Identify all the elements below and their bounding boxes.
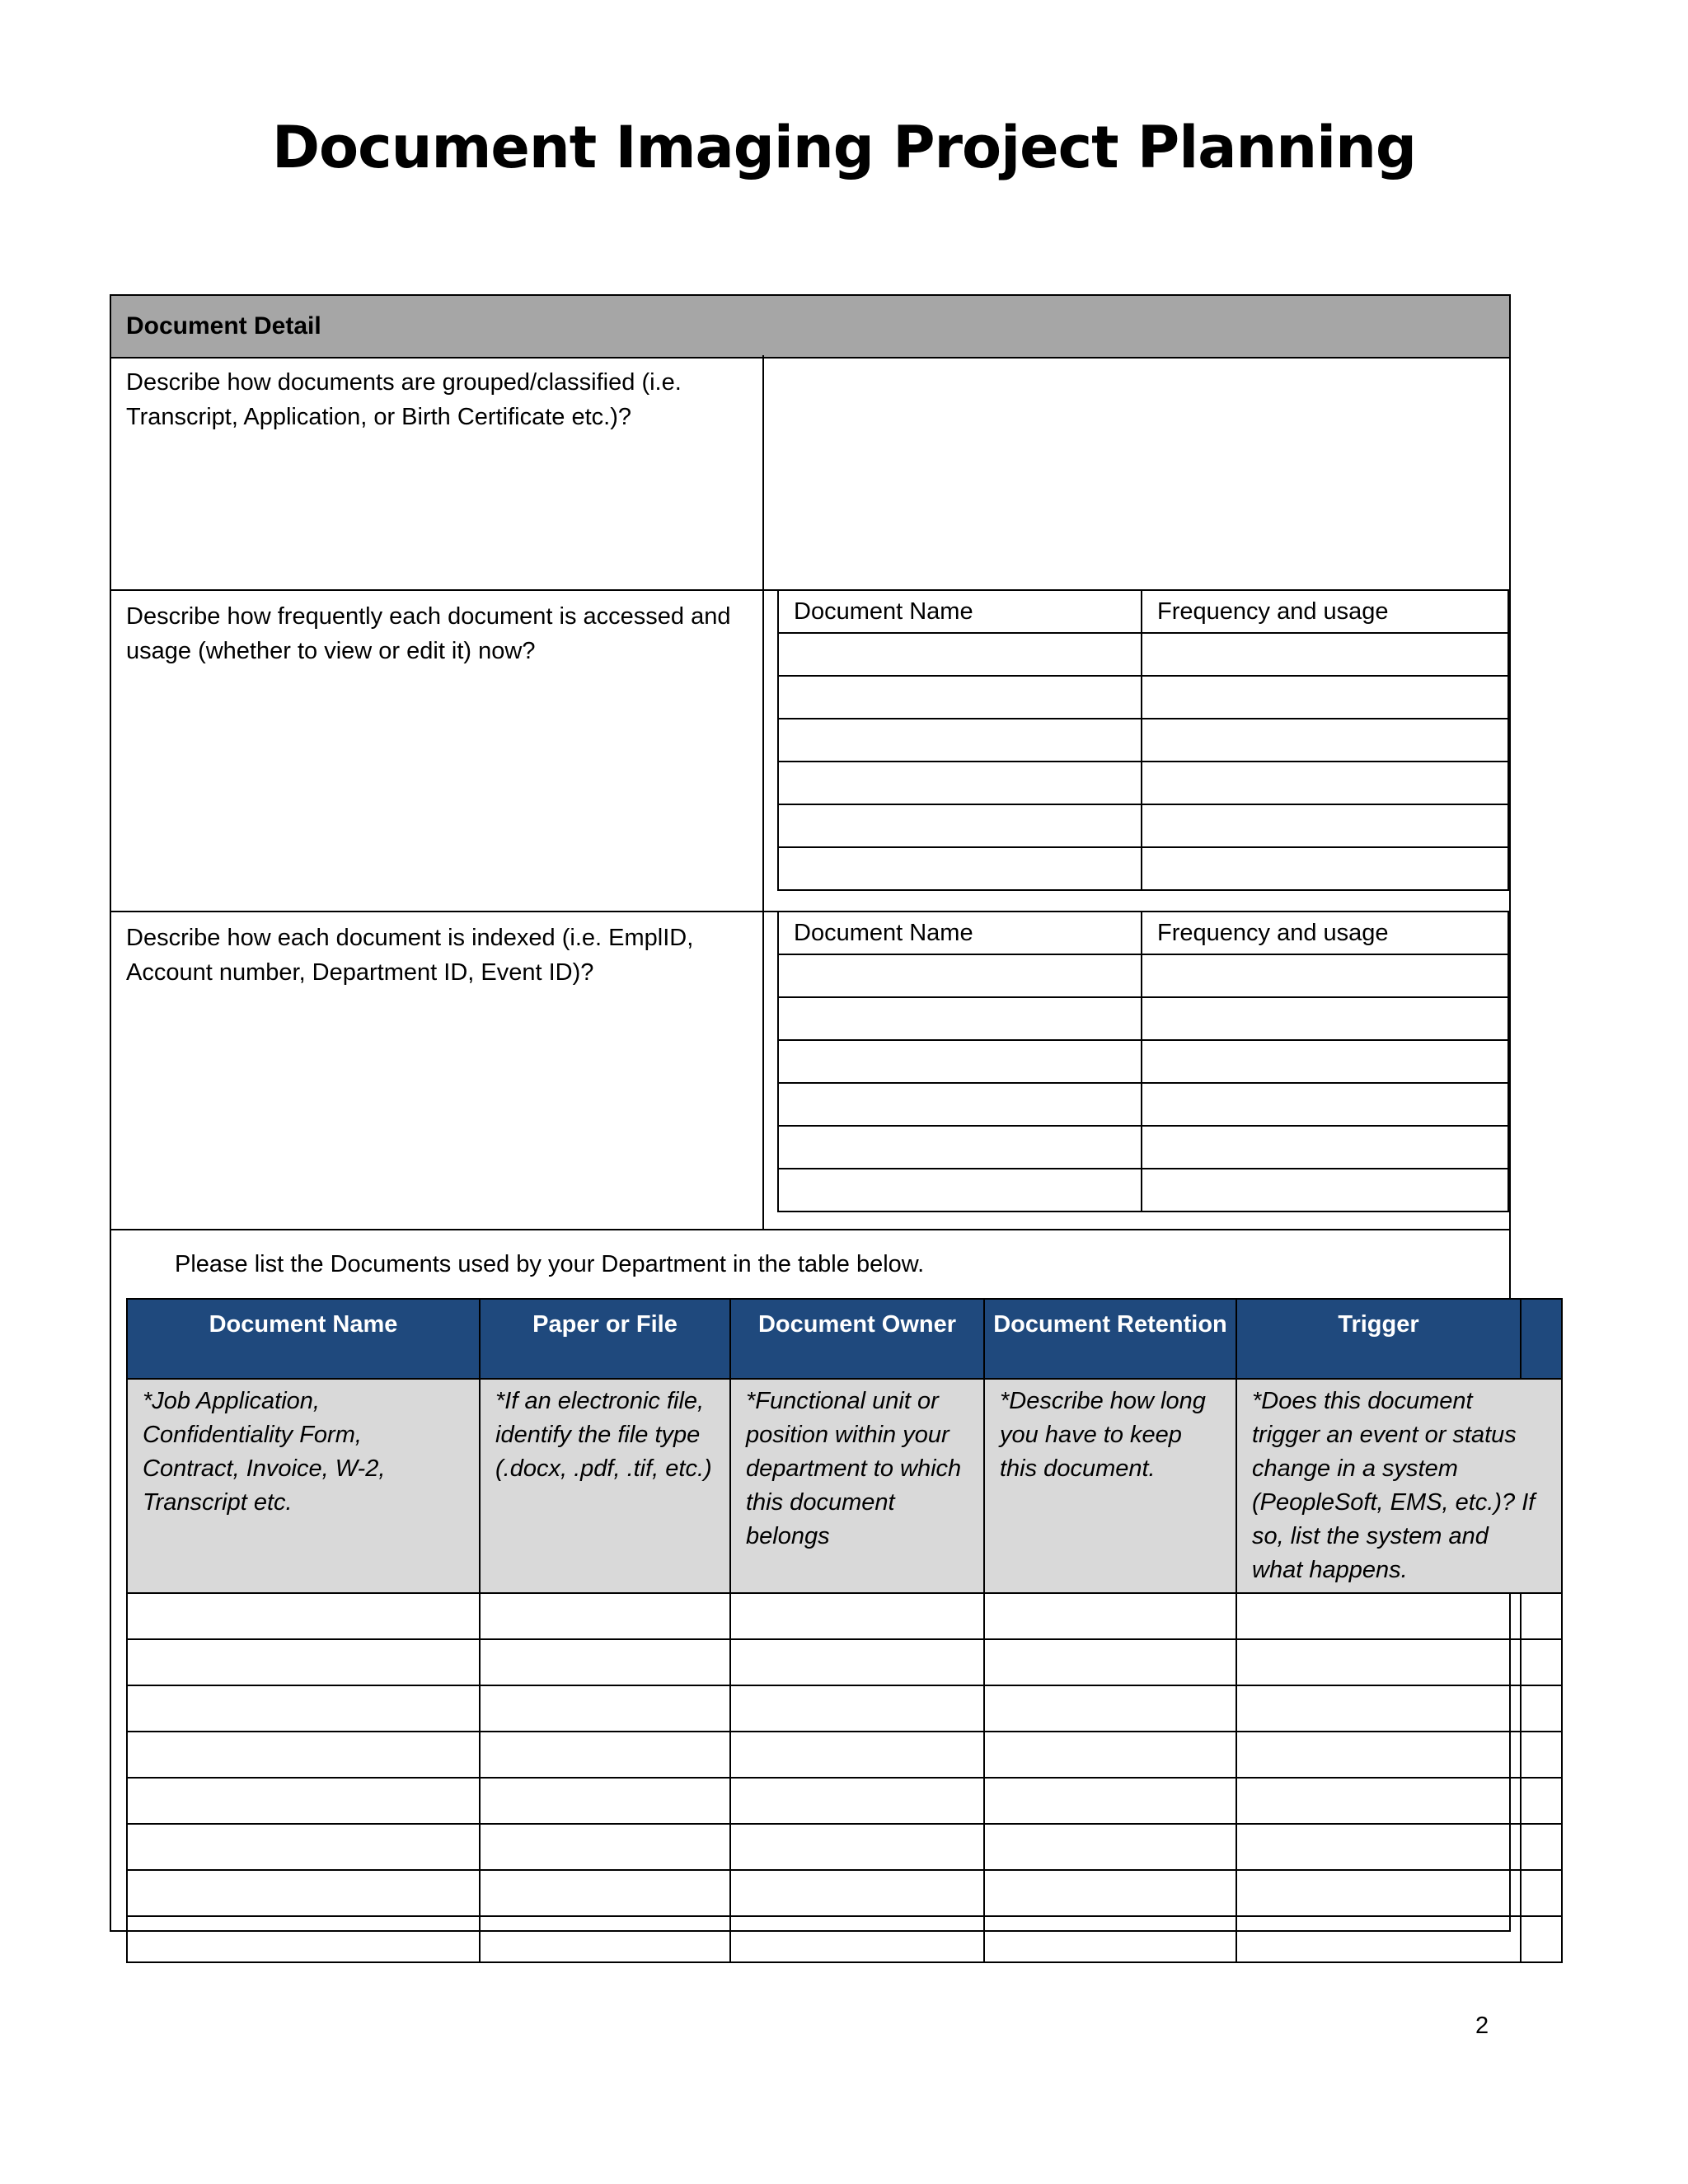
question-column-divider [762, 355, 764, 1229]
frequency-cell[interactable] [1142, 633, 1508, 676]
document-name-cell[interactable] [778, 847, 1142, 890]
table-cell[interactable] [1521, 1639, 1562, 1685]
documents-table-hint-row [127, 1379, 1562, 1593]
table-cell[interactable] [1236, 1685, 1521, 1732]
table-cell[interactable] [480, 1778, 730, 1824]
column-header-document-owner: Document Owner [730, 1299, 984, 1379]
question-access-frequency: Describe how frequently each document is accessed and usage (whether to view or edit it) now? [126, 603, 731, 664]
table-cell[interactable] [1521, 1870, 1562, 1916]
document-name-cell[interactable] [778, 1126, 1142, 1169]
document-name-cell[interactable] [778, 997, 1142, 1040]
table-cell[interactable] [730, 1639, 984, 1685]
table-cell[interactable] [1521, 1732, 1562, 1778]
table-row [127, 1824, 1562, 1870]
column-header-document-retention: Document Retention [984, 1299, 1236, 1379]
frequency-cell[interactable] [1142, 1169, 1508, 1212]
table-cell[interactable] [1521, 1685, 1562, 1732]
table-cell[interactable] [730, 1778, 984, 1824]
table-cell[interactable] [1521, 1778, 1562, 1824]
table-cell[interactable] [127, 1778, 480, 1824]
hint-paper-or-file: *If an electronic file, identify the file type (.docx, .pdf, .tif, etc.) [480, 1379, 730, 1593]
table-row [127, 1778, 1562, 1824]
frequency-cell[interactable] [1142, 719, 1508, 762]
frequency-cell[interactable] [1142, 847, 1508, 890]
table-cell[interactable] [480, 1593, 730, 1639]
hint-document-owner: *Functional unit or position within your department to which this document belongs [730, 1379, 984, 1593]
frequency-table-2 [777, 911, 1509, 1212]
column-header-document-name: Document Name [127, 1299, 480, 1379]
answer-classification-field[interactable] [765, 357, 1509, 588]
column-header-paper-or-file: Paper or File [480, 1299, 730, 1379]
table-cell[interactable] [127, 1870, 480, 1916]
hint-trigger: *Does this document trigger an event or status change in a system (PeopleSoft, EMS, etc.)? If so, list the system and what happens. [1236, 1379, 1562, 1593]
table-cell[interactable] [127, 1639, 480, 1685]
document-name-cell[interactable] [778, 1083, 1142, 1126]
table-cell[interactable] [1236, 1639, 1521, 1685]
page-title: Document Imaging Project Planning [271, 114, 1417, 181]
table-cell[interactable] [480, 1870, 730, 1916]
question-classification: Describe how documents are grouped/classified (i.e. Transcript, Application, or Birth Certificate etc.)? [126, 369, 682, 430]
table-cell[interactable] [984, 1870, 1236, 1916]
row-separator-3 [110, 1229, 1511, 1230]
table-row [127, 1639, 1562, 1685]
frequency-cell[interactable] [1142, 676, 1508, 719]
document-name-cell[interactable] [778, 719, 1142, 762]
column-header-frequency: Frequency and usage [1142, 912, 1508, 954]
table-cell[interactable] [127, 1916, 480, 1962]
table-cell[interactable] [1236, 1732, 1521, 1778]
table-row [778, 912, 1508, 954]
table-row [778, 954, 1508, 997]
document-name-cell[interactable] [778, 633, 1142, 676]
table-row [778, 804, 1508, 847]
table-row [127, 1685, 1562, 1732]
table-row [778, 997, 1508, 1040]
table-cell[interactable] [1236, 1778, 1521, 1824]
table-cell[interactable] [1521, 1916, 1562, 1962]
table-cell[interactable] [984, 1778, 1236, 1824]
frequency-cell[interactable] [1142, 954, 1508, 997]
page-number: 2 [1475, 2013, 1489, 2039]
table-cell[interactable] [480, 1639, 730, 1685]
documents-intro: Please list the Documents used by your Department in the table below. [175, 1251, 925, 1277]
frequency-table-1 [777, 589, 1509, 891]
table-cell[interactable] [984, 1593, 1236, 1639]
question-indexing: Describe how each document is indexed (i.e. EmplID, Account number, Department ID, Event ID)? [126, 925, 694, 986]
table-cell[interactable] [1236, 1916, 1521, 1962]
hint-document-retention: *Describe how long you have to keep this document. [984, 1379, 1236, 1593]
table-cell[interactable] [984, 1685, 1236, 1732]
frequency-cell[interactable] [1142, 804, 1508, 847]
table-row [778, 633, 1508, 676]
frequency-cell[interactable] [1142, 997, 1508, 1040]
table-cell[interactable] [480, 1916, 730, 1962]
table-cell[interactable] [480, 1732, 730, 1778]
document-name-cell[interactable] [778, 1040, 1142, 1083]
table-cell[interactable] [730, 1870, 984, 1916]
document-name-cell[interactable] [778, 804, 1142, 847]
table-row [778, 1169, 1508, 1212]
table-cell[interactable] [127, 1824, 480, 1870]
documents-table [126, 1298, 1563, 1963]
document-name-cell[interactable] [778, 1169, 1142, 1212]
hint-document-name: *Job Application, Confidentiality Form, Contract, Invoice, W-2, Transcript etc. [127, 1379, 480, 1593]
table-cell[interactable] [984, 1639, 1236, 1685]
table-cell[interactable] [127, 1732, 480, 1778]
table-row [778, 762, 1508, 804]
frequency-cell[interactable] [1142, 1083, 1508, 1126]
table-row [127, 1732, 1562, 1778]
table-row [127, 1593, 1562, 1639]
documents-table-header [127, 1299, 1562, 1379]
document-name-cell[interactable] [778, 954, 1142, 997]
table-row [778, 590, 1508, 633]
column-header-document-name: Document Name [778, 590, 1142, 633]
table-cell[interactable] [1236, 1870, 1521, 1916]
table-row [127, 1916, 1562, 1962]
table-cell[interactable] [1521, 1593, 1562, 1639]
column-header-document-name: Document Name [778, 912, 1142, 954]
table-cell[interactable] [984, 1916, 1236, 1962]
table-cell[interactable] [730, 1685, 984, 1732]
table-cell[interactable] [127, 1593, 480, 1639]
table-cell[interactable] [1521, 1824, 1562, 1870]
table-row [778, 1126, 1508, 1169]
column-header-trigger: Trigger [1236, 1299, 1521, 1379]
table-cell[interactable] [1236, 1593, 1521, 1639]
frequency-cell[interactable] [1142, 1126, 1508, 1169]
table-row [778, 847, 1508, 890]
table-cell[interactable] [730, 1916, 984, 1962]
frequency-cell[interactable] [1142, 762, 1508, 804]
document-detail-header: Document Detail [111, 296, 1509, 359]
table-cell[interactable] [1236, 1824, 1521, 1870]
frequency-cell[interactable] [1142, 1040, 1508, 1083]
table-cell[interactable] [127, 1685, 480, 1732]
table-cell[interactable] [730, 1824, 984, 1870]
table-cell[interactable] [730, 1732, 984, 1778]
table-cell[interactable] [984, 1824, 1236, 1870]
column-header-extra [1521, 1299, 1562, 1379]
table-row [778, 1083, 1508, 1126]
table-cell[interactable] [480, 1824, 730, 1870]
column-header-frequency: Frequency and usage [1142, 590, 1508, 633]
table-cell[interactable] [480, 1685, 730, 1732]
table-cell[interactable] [730, 1593, 984, 1639]
document-name-cell[interactable] [778, 676, 1142, 719]
table-row [127, 1870, 1562, 1916]
table-cell[interactable] [984, 1732, 1236, 1778]
table-row [778, 1040, 1508, 1083]
table-row [778, 719, 1508, 762]
table-row [778, 676, 1508, 719]
document-name-cell[interactable] [778, 762, 1142, 804]
